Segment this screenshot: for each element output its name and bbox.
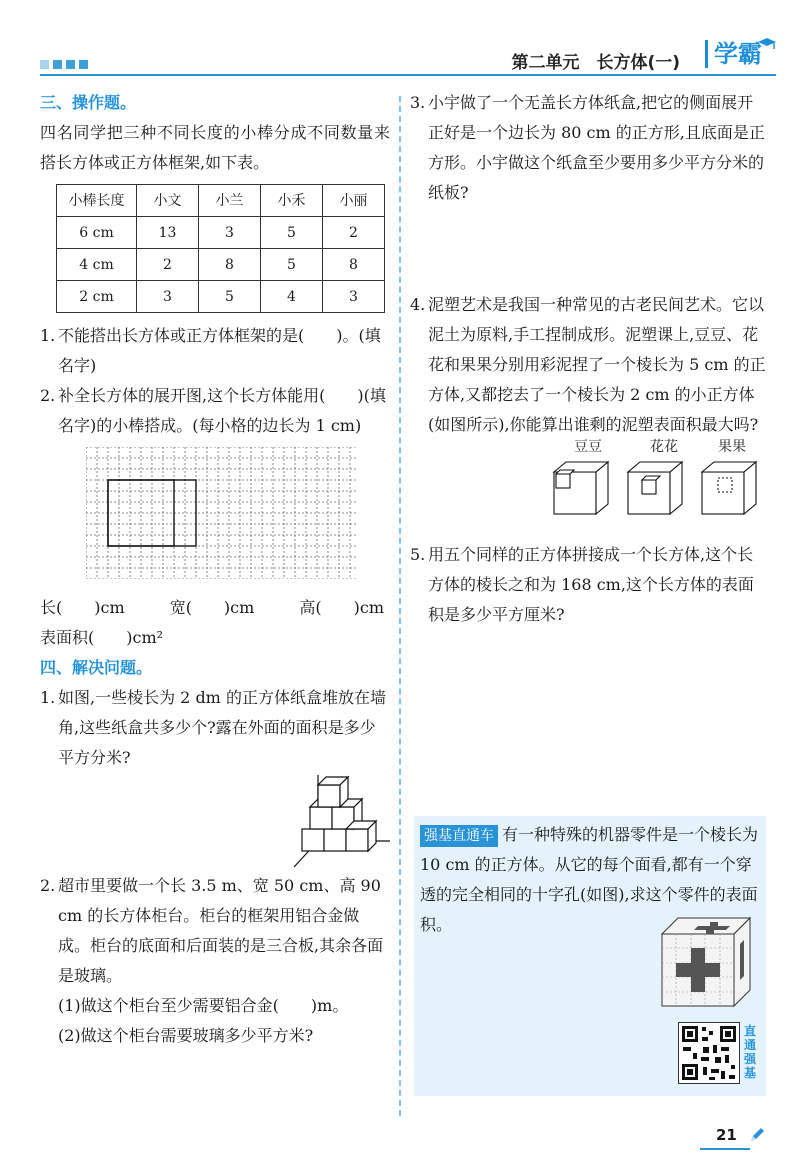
question-number: 1. bbox=[40, 326, 56, 345]
table-header-cell: 小丽 bbox=[323, 185, 385, 217]
stick-table bbox=[56, 184, 385, 313]
answer-space bbox=[410, 518, 766, 540]
page-number: 21 bbox=[716, 1126, 737, 1144]
length-blank: 长( )cm bbox=[40, 598, 125, 617]
qr-code[interactable] bbox=[678, 1022, 740, 1084]
question-text: 小宇做了一个无盖长方体纸盒,把它的侧面展开正好是一个边长为 80 cm 的正方形,且底面是正方形。小宇做这个纸盒至少要用多少平方分米的纸板? bbox=[428, 93, 765, 202]
header-rule bbox=[40, 74, 776, 76]
table-cell: 3 bbox=[137, 281, 199, 313]
table-header-cell: 小禾 bbox=[261, 185, 323, 217]
question-text: 泥塑艺术是我国一种常见的古老民间艺术。它以泥土为原料,手工捏制成形。泥塑课上,豆豆、花花和果果分别用彩泥捏了一个棱长为 5 cm 的正方体,又都挖去了一个棱长为 2 cm 的小正方体(如图所示),你能算出谁剩的泥塑表面积最大吗? bbox=[428, 295, 766, 434]
question-number: 5. bbox=[410, 545, 426, 564]
question-number: 2. bbox=[40, 876, 56, 895]
question-text: 补全长方体的展开图,这个长方体能用( )(填名字)的小棒搭成。(每小格的边长为 1 cm) bbox=[58, 386, 386, 435]
table-cell: 6 cm bbox=[57, 217, 137, 249]
cube-label: 果果 bbox=[718, 439, 746, 455]
answer-space bbox=[410, 208, 766, 290]
right-column bbox=[410, 88, 766, 630]
table-cell: 3 bbox=[323, 281, 385, 313]
net-grid-figure bbox=[86, 447, 356, 579]
pencil-icon bbox=[748, 1126, 766, 1144]
question-text: 不能搭出长方体或正方体框架的是( )。(填名字) bbox=[58, 326, 381, 375]
question-4-4 bbox=[410, 290, 766, 440]
question-text: 用五个同样的正方体拼接成一个长方体,这个长方体的棱长之和为 168 cm,这个长方体的表面积是多少平方厘米? bbox=[428, 545, 754, 624]
table-header-cell: 小文 bbox=[137, 185, 199, 217]
table-header-row bbox=[57, 185, 385, 217]
table-header-cell: 小兰 bbox=[199, 185, 261, 217]
table-cell: 8 bbox=[199, 249, 261, 281]
cube-label: 花花 bbox=[650, 439, 678, 455]
question-4-2-sub2: (2)做这个柜台需要玻璃多少平方米? bbox=[58, 1026, 314, 1045]
table-cell: 2 bbox=[137, 249, 199, 281]
stacked-boxes-figure bbox=[40, 771, 390, 871]
question-number: 2. bbox=[40, 386, 56, 405]
header-decoration bbox=[40, 60, 88, 69]
width-blank: 宽( )cm bbox=[169, 598, 255, 617]
page-header bbox=[0, 0, 800, 80]
table-cell: 2 bbox=[323, 217, 385, 249]
surface-area-blank: 表面积( )cm² bbox=[40, 628, 164, 647]
brand-logo: 学霸 bbox=[705, 40, 762, 68]
table-row bbox=[57, 281, 385, 313]
operations-intro: 四名同学把三种不同长度的小棒分成不同数量来搭长方体或正方体框架,如下表。 bbox=[40, 123, 390, 172]
table-cell: 13 bbox=[137, 217, 199, 249]
question-number: 4. bbox=[410, 295, 426, 314]
table-cell: 8 bbox=[323, 249, 385, 281]
cross-hole-cube-figure bbox=[658, 914, 754, 1010]
question-number: 3. bbox=[410, 93, 426, 112]
unit-title: 第二单元 长方体(一) bbox=[511, 53, 680, 73]
table-cell: 4 bbox=[261, 281, 323, 313]
clay-cubes-figure bbox=[550, 440, 760, 518]
question-number: 1. bbox=[40, 688, 56, 707]
dimension-blanks bbox=[40, 593, 390, 623]
question-4-3 bbox=[410, 88, 766, 208]
boost-text: 有一种特殊的机器零件是一个棱长为 10 cm 的正方体。从它的每个面看,都有一个穿透的完全相同的十字孔(如图),求这个零件的表面积。 bbox=[420, 825, 759, 934]
table-cell: 5 bbox=[199, 281, 261, 313]
height-blank: 高( )cm bbox=[299, 598, 384, 617]
question-4-2-sub1: (1)做这个柜台至少需要铝合金( )m。 bbox=[58, 996, 349, 1015]
boost-tag: 强基直通车 bbox=[420, 825, 498, 847]
table-cell: 5 bbox=[261, 217, 323, 249]
graduation-cap-icon bbox=[758, 38, 776, 50]
qr-code-icon bbox=[679, 1023, 739, 1083]
question-3-1 bbox=[40, 321, 390, 381]
table-header-cell: 小棒长度 bbox=[57, 185, 137, 217]
left-column bbox=[40, 88, 390, 1051]
table-row bbox=[57, 249, 385, 281]
section-title-operations: 三、操作题。 bbox=[40, 93, 137, 112]
cube-drawings bbox=[550, 458, 760, 516]
cube-label: 豆豆 bbox=[574, 439, 602, 455]
boost-problem-box bbox=[414, 816, 766, 1096]
footer-rule bbox=[700, 1148, 750, 1150]
question-4-1 bbox=[40, 683, 390, 773]
qr-caption: 直通强基 bbox=[744, 1024, 757, 1080]
question-4-2 bbox=[40, 871, 390, 991]
question-3-2 bbox=[40, 381, 390, 441]
question-4-5 bbox=[410, 540, 766, 630]
column-divider bbox=[399, 96, 401, 1116]
table-cell: 5 bbox=[261, 249, 323, 281]
question-text: 超市里要做一个长 3.5 m、宽 50 cm、高 90 cm 的长方体柜台。柜台的框架用铝合金做成。柜台的底面和后面装的是三合板,其余各面是玻璃。 bbox=[58, 876, 384, 985]
table-cell: 4 cm bbox=[57, 249, 137, 281]
table-cell: 3 bbox=[199, 217, 261, 249]
table-cell: 2 cm bbox=[57, 281, 137, 313]
question-text: 如图,一些棱长为 2 dm 的正方体纸盒堆放在墙角,这些纸盒共多少个?露在外面的面积是多少平方分米? bbox=[58, 688, 386, 767]
table-row bbox=[57, 217, 385, 249]
section-title-problems: 四、解决问题。 bbox=[40, 658, 153, 677]
